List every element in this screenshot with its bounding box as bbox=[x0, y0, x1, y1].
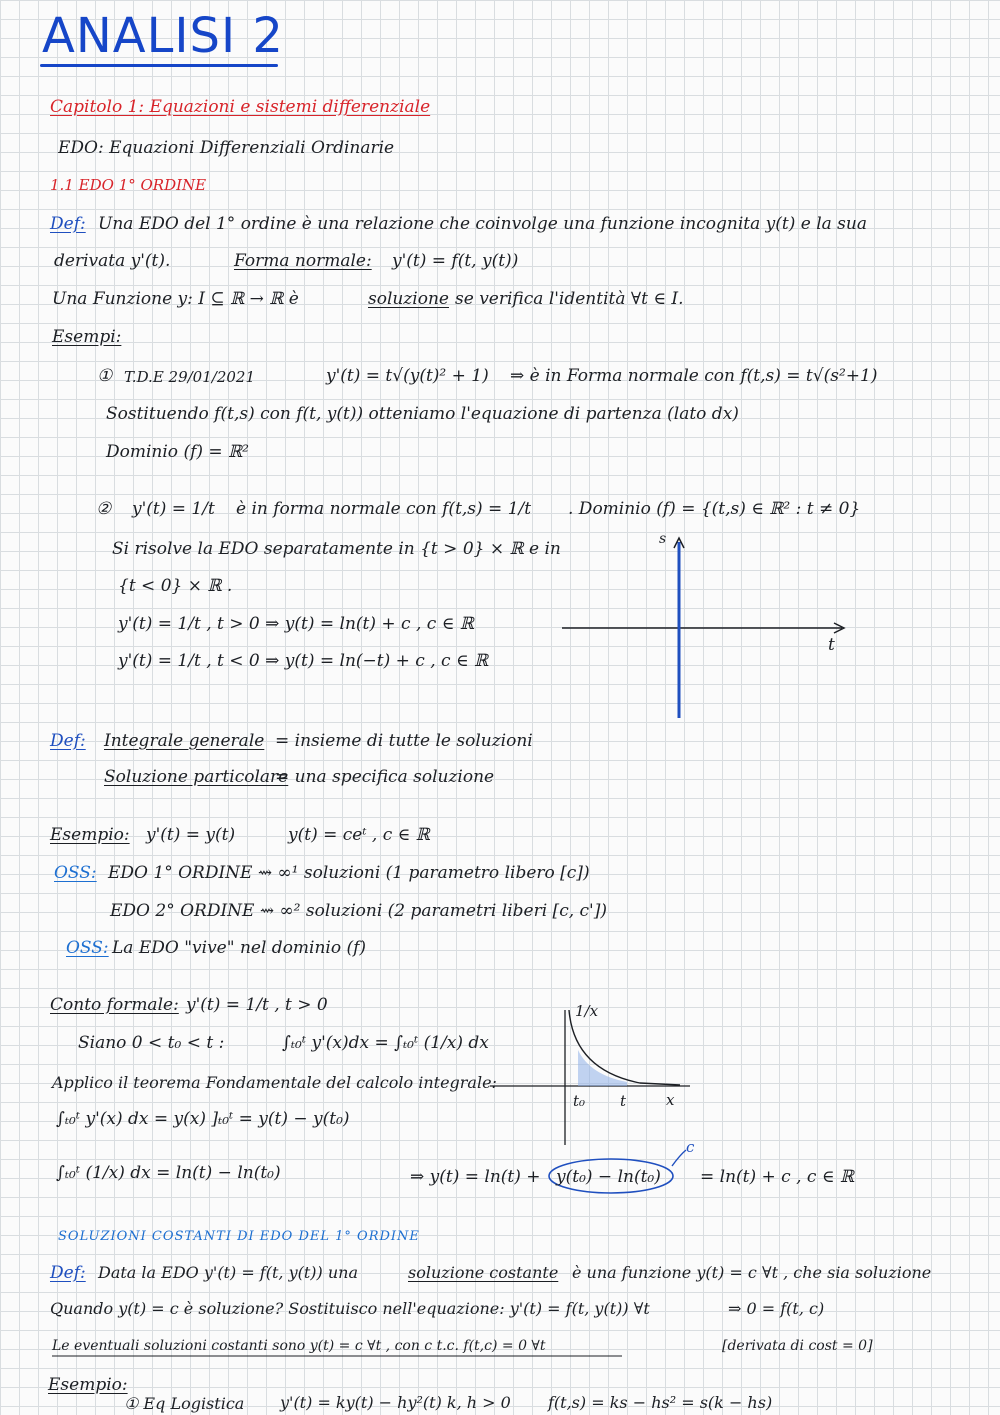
graph-t-label: t bbox=[620, 1092, 627, 1110]
forma-normale-label: Forma normale: bbox=[234, 251, 372, 271]
constant-c-label: c bbox=[686, 1138, 695, 1156]
oss1-line1: EDO 1° ORDINE ⇝ ∞¹ soluzioni (1 parametro libero [c]) bbox=[108, 863, 590, 883]
ex1-number: ① bbox=[97, 366, 113, 386]
conto-formale-label: Conto formale: bbox=[50, 995, 179, 1015]
ex2-number: ② bbox=[96, 499, 112, 519]
section-heading-costanti: SOLUZIONI COSTANTI DI EDO DEL 1° ORDINE bbox=[58, 1229, 420, 1244]
chapter-heading: Capitolo 1: Equazioni e sistemi differenziale bbox=[50, 97, 431, 117]
ex2-dominio: . Dominio (f) = {(t,s) ∈ ℝ² : t ≠ 0} bbox=[568, 499, 861, 519]
soluzione-particolare-label: Soluzione particolare bbox=[104, 767, 289, 787]
def3-result: ⇒ 0 = f(t, c) bbox=[728, 1299, 825, 1318]
integral-reciprocal: ∫ₜ₀ᵗ (1/x) dx = ln(t) − ln(t₀) bbox=[56, 1163, 281, 1183]
ex2-t-negative-set: {t < 0} × ℝ . bbox=[118, 576, 233, 596]
def3-quando: Quando y(t) = c è soluzione? Sostituisco nell'equazione: y'(t) = f(t, y(t)) ∀t bbox=[50, 1299, 650, 1318]
s-axis-label: s bbox=[659, 531, 667, 547]
section-heading-1-1: 1.1 EDO 1° ORDINE bbox=[50, 176, 207, 194]
result-part-c: = ln(t) + c , c ∈ ℝ bbox=[700, 1167, 854, 1187]
integral-equality: ∫ₜ₀ᵗ y'(x)dx = ∫ₜ₀ᵗ (1/x) dx bbox=[282, 1033, 489, 1053]
oss1-label: OSS: bbox=[54, 863, 97, 883]
ex1-equation: y'(t) = t√(y(t)² + 1) bbox=[326, 366, 489, 386]
integrale-generale-text: = insieme di tutte le soluzioni bbox=[275, 731, 533, 751]
def-label: Def: bbox=[50, 214, 86, 234]
eq-logistica-label: ① Eq Logistica bbox=[124, 1394, 245, 1413]
oss2-label: OSS: bbox=[66, 938, 109, 958]
siano-condition: Siano 0 < t₀ < t : bbox=[78, 1033, 225, 1053]
def3-line1a: Data la EDO y'(t) = f(t, y(t)) una bbox=[98, 1263, 358, 1282]
def3-line1c: è una funzione y(t) = c ∀t , che sia soluzione bbox=[572, 1263, 932, 1282]
def2-label: Def: bbox=[50, 731, 86, 751]
esempio1-equation: y'(t) = y(t) bbox=[146, 825, 236, 845]
oss1-line2: EDO 2° ORDINE ⇝ ∞² soluzioni (2 parametri liberi [c, c']) bbox=[110, 901, 607, 921]
eq-logistica-f: f(t,s) = ks − hs² = s(k − hs) bbox=[548, 1393, 773, 1412]
esempio2-label: Esempio: bbox=[48, 1375, 128, 1395]
soluzione-particolare-text: = una specifica soluzione bbox=[275, 767, 495, 787]
ex1-dominio: Dominio (f) = ℝ² bbox=[106, 442, 249, 462]
def1-funzione: Una Funzione y: I ⊆ ℝ → ℝ è bbox=[52, 289, 299, 309]
esempi-label: Esempi: bbox=[52, 327, 122, 347]
ex2-solution-negative: y'(t) = 1/t , t < 0 ⇒ y(t) = ln(−t) + c , c ∈ ℝ bbox=[118, 651, 489, 671]
soluzione-label: soluzione bbox=[368, 289, 449, 309]
def1-identita: se verifica l'identità ∀t ∈ I. bbox=[455, 289, 684, 309]
integrale-generale-label: Integrale generale bbox=[104, 731, 265, 751]
ex2-separatamente: Si risolve la EDO separatamente in {t > 0} × ℝ e in bbox=[112, 539, 561, 559]
t-axis-label: t bbox=[828, 635, 835, 655]
def1-line1: Una EDO del 1° ordine è una relazione che coinvolge una funzione incognita y(t) e la sua bbox=[98, 214, 867, 234]
oss2-text: La EDO "vive" nel dominio (f) bbox=[112, 938, 367, 958]
graph-t0-label: t₀ bbox=[573, 1092, 586, 1110]
ex2-equation: y'(t) = 1/t bbox=[132, 499, 215, 519]
result-part-a: ⇒ y(t) = ln(t) + bbox=[410, 1167, 541, 1187]
ex2-forma-normale: è in forma normale con f(t,s) = 1/t bbox=[236, 499, 532, 519]
ex1-header: T.D.E 29/01/2021 bbox=[124, 368, 256, 386]
esempio1-solution: y(t) = ceᵗ , c ∈ ℝ bbox=[288, 825, 430, 845]
def1-derivata: derivata y'(t). bbox=[54, 251, 171, 271]
teorema-fondamentale: Applico il teorema Fondamentale del calcolo integrale: bbox=[52, 1073, 497, 1092]
ex1-forma-normale: ⇒ è in Forma normale con f(t,s) = t√(s²+1) bbox=[510, 366, 878, 386]
page-title: ANALISI 2 bbox=[42, 8, 284, 64]
def3-eventuali: Le eventuali soluzioni costanti sono y(t) = c ∀t , con c t.c. f(t,c) = 0 ∀t bbox=[52, 1338, 546, 1354]
graph-x-label: x bbox=[666, 1091, 675, 1109]
graph-label-reciprocal: 1/x bbox=[575, 1002, 599, 1020]
def3-label: Def: bbox=[50, 1263, 86, 1283]
esempio1-label: Esempio: bbox=[50, 825, 130, 845]
integral-area bbox=[578, 1050, 627, 1086]
result-constant: y(t₀) − ln(t₀) bbox=[556, 1167, 661, 1187]
def3-derivata-cost: [derivata di cost = 0] bbox=[722, 1338, 873, 1354]
constant-pointer bbox=[672, 1150, 686, 1166]
forma-normale-eq: y'(t) = f(t, y(t)) bbox=[392, 251, 519, 271]
ex2-solution-positive: y'(t) = 1/t , t > 0 ⇒ y(t) = ln(t) + c , c ∈ ℝ bbox=[118, 614, 474, 634]
conto-formale-eq: y'(t) = 1/t , t > 0 bbox=[186, 995, 328, 1015]
ex1-sostituendo: Sostituendo f(t,s) con f(t, y(t)) otteniamo l'equazione di partenza (lato dx) bbox=[106, 404, 739, 424]
eq-logistica-equation: y'(t) = ky(t) − hy²(t) k, h > 0 bbox=[280, 1393, 511, 1412]
soluzione-costante-label: soluzione costante bbox=[408, 1263, 559, 1282]
integral-derivative: ∫ₜ₀ᵗ y'(x) dx = y(x) ]ₜ₀ᵗ = y(t) − y(t₀) bbox=[56, 1109, 350, 1129]
edo-definition: EDO: Equazioni Differenziali Ordinarie bbox=[58, 138, 395, 158]
